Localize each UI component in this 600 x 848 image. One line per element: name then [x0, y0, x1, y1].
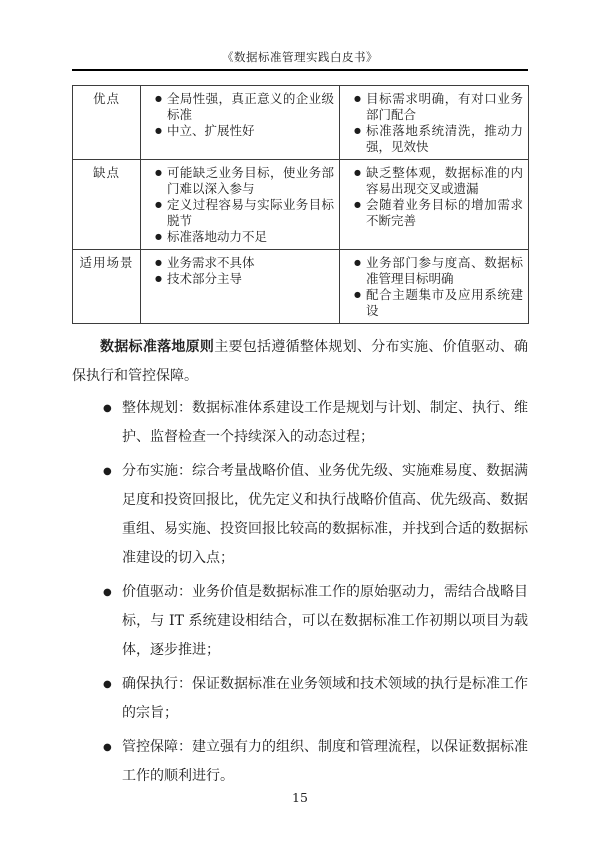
bullet-icon: ● — [103, 466, 112, 477]
row-label-cell — [73, 250, 141, 324]
bullet-icon: ● — [155, 274, 162, 283]
bullet-icon: ● — [155, 94, 162, 103]
bullet-text: 分布实施：综合考量战略价值、业务优先级、实施难易度、数据满足度和投资回报比，优先定义和执行战略价值高、优先级高、数据重组、易实施、投资回报比较高的数据标准，并找到合适的数据标准建设的切入点； — [122, 463, 528, 566]
cell-bullet-item — [345, 165, 523, 197]
table-cell — [141, 86, 340, 160]
cell-text: 技术部分主导 — [167, 271, 243, 286]
cell-bullet-item — [146, 255, 334, 271]
comparison-table — [72, 85, 529, 324]
bullet-icon: ● — [354, 126, 361, 135]
cell-bullet-item — [345, 255, 523, 287]
bullet-icon: ● — [155, 126, 162, 135]
bullet-icon: ● — [155, 168, 162, 177]
table-cell — [340, 250, 529, 324]
principles-bullet-list — [72, 394, 528, 791]
cell-text: 业务部门参与度高、数据标准管理目标明确 — [366, 255, 523, 286]
bullet-icon: ● — [354, 258, 361, 267]
cell-text: 定义过程容易与实际业务目标脱节 — [167, 197, 334, 228]
cell-text: 目标需求明确，有对口业务部门配合 — [366, 91, 523, 122]
bullet-icon: ● — [354, 94, 361, 103]
cell-bullet-item — [146, 91, 334, 123]
bullet-icon: ● — [155, 200, 162, 209]
bullet-item — [103, 394, 528, 452]
table-row-disadvantages — [73, 160, 529, 250]
table-cell — [340, 160, 529, 250]
cell-bullet-item — [146, 123, 334, 139]
bullet-icon: ● — [103, 403, 112, 414]
bullet-icon: ● — [103, 587, 112, 598]
bullet-icon: ● — [155, 258, 162, 267]
bullet-item — [103, 578, 528, 665]
cell-bullet-item — [345, 91, 523, 123]
bullet-icon: ● — [155, 232, 162, 241]
cell-bullet-item — [146, 165, 334, 197]
table-cell — [141, 160, 340, 250]
table-cell — [141, 250, 340, 324]
cell-bullet-item — [345, 197, 523, 229]
lead-paragraph — [72, 333, 528, 391]
cell-text: 缺乏整体观，数据标准的内容易出现交叉或遗漏 — [366, 165, 523, 196]
bullet-text: 整体规划：数据标准体系建设工作是规划与计划、制定、执行、维护、监督检查一个持续深入的动态过程； — [122, 400, 528, 445]
bullet-icon: ● — [103, 679, 112, 690]
cell-text: 可能缺乏业务目标，使业务部门难以深入参与 — [167, 165, 334, 196]
bullet-text: 管控保障：建立强有力的组织、制度和管理流程，以保证数据标准工作的顺利进行。 — [122, 739, 528, 784]
page-number: 15 — [292, 790, 308, 805]
cell-text: 标准落地系统清洗，推动力强，见效快 — [366, 123, 523, 154]
cell-text: 会随着业务目标的增加需求不断完善 — [366, 197, 523, 228]
cell-text: 中立、扩展性好 — [167, 123, 255, 138]
page-footer — [0, 790, 600, 805]
table-row-advantages — [73, 86, 529, 160]
page-content — [72, 0, 528, 796]
running-header — [72, 50, 528, 71]
row-label: 适用场景 — [79, 255, 134, 270]
row-label-cell — [73, 86, 141, 160]
cell-bullet-item — [146, 229, 334, 245]
lead-paragraph-text: 主要包括遵循整体规划、分布实施、价值驱动、确保执行和管控保障。 — [72, 339, 529, 384]
cell-bullet-item — [146, 271, 334, 287]
header-title: 《数据标准管理实践白皮书》 — [222, 50, 378, 64]
bullet-icon: ● — [354, 168, 361, 177]
bullet-item — [103, 457, 528, 573]
bullet-text: 确保执行：保证数据标准在业务领域和技术领域的执行是标准工作的宗旨； — [122, 676, 528, 721]
cell-bullet-item — [345, 287, 523, 319]
bullet-text: 价值驱动：业务价值是数据标准工作的原始驱动力，需结合战略目标，与 IT 系统建设相结合，可以在数据标准工作初期以项目为载体，逐步推进； — [122, 584, 528, 658]
table-row-scenarios — [73, 250, 529, 324]
cell-bullet-item — [345, 123, 523, 155]
bullet-icon: ● — [354, 290, 361, 299]
cell-text: 全局性强，真正意义的企业级标准 — [167, 91, 334, 122]
cell-text: 标准落地动力不足 — [167, 229, 268, 244]
table-cell — [340, 86, 529, 160]
bullet-item — [103, 733, 528, 791]
row-label: 优点 — [92, 91, 120, 106]
row-label: 缺点 — [92, 165, 120, 180]
cell-text: 配合主题集市及应用系统建设 — [366, 287, 523, 318]
bullet-item — [103, 670, 528, 728]
bullet-icon: ● — [354, 200, 361, 209]
bullet-icon: ● — [103, 742, 112, 753]
row-label-cell — [73, 160, 141, 250]
cell-bullet-item — [146, 197, 334, 229]
lead-paragraph-bold: 数据标准落地原则 — [100, 339, 215, 355]
cell-text: 业务需求不具体 — [167, 255, 255, 270]
